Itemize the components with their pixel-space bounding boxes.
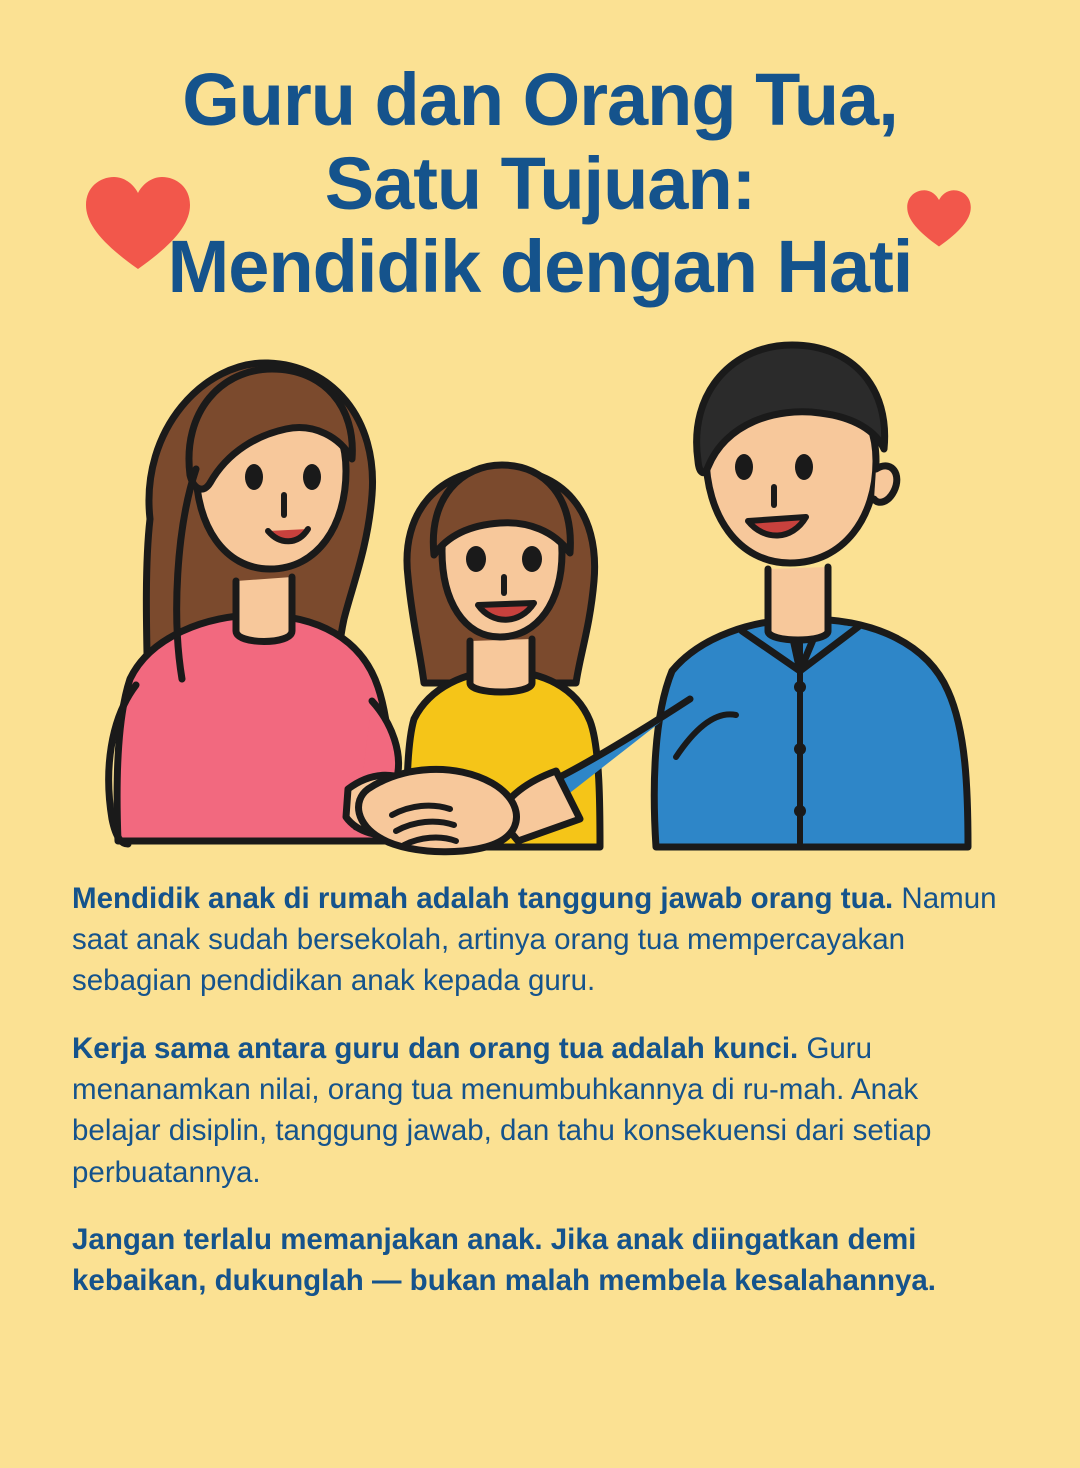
paragraph-2-rest: Guru menanamkan nilai, orang tua menumbuhkannya di ru-mah. Anak belajar disiplin, tanggung jawab, dan tahu konsekuensi dari setiap perbuatannya. <box>72 1031 932 1189</box>
heart-icon-right <box>906 188 972 250</box>
paragraph-1 <box>72 878 1008 1002</box>
poster-body-text <box>0 864 1080 1302</box>
paragraph-2 <box>72 1028 1008 1193</box>
title-line-1: Guru dan Orang Tua, <box>182 58 898 141</box>
poster-title <box>0 0 1080 309</box>
title-line-3: Mendidik dengan Hati <box>167 225 913 309</box>
paragraph-1-rest: Namun saat anak sudah bersekolah, artinya orang tua mempercayakan sebagian pendidikan anak kepada guru. <box>72 881 997 998</box>
paragraph-1-lead: Mendidik anak di rumah adalah tanggung jawab orang tua. <box>72 881 894 915</box>
paragraph-3-lead: Jangan terlalu memanjakan anak. Jika anak diingatkan demi kebaikan, dukunglah — bukan malah membela kesalahannya. <box>72 1222 936 1298</box>
heart-icon-left <box>84 175 192 273</box>
title-line-2: Satu Tujuan: <box>324 141 756 225</box>
family-handshake-illustration <box>0 319 1080 864</box>
paragraph-2-lead: Kerja sama antara guru dan orang tua adalah kunci. <box>72 1031 799 1065</box>
paragraph-3 <box>72 1219 1008 1302</box>
